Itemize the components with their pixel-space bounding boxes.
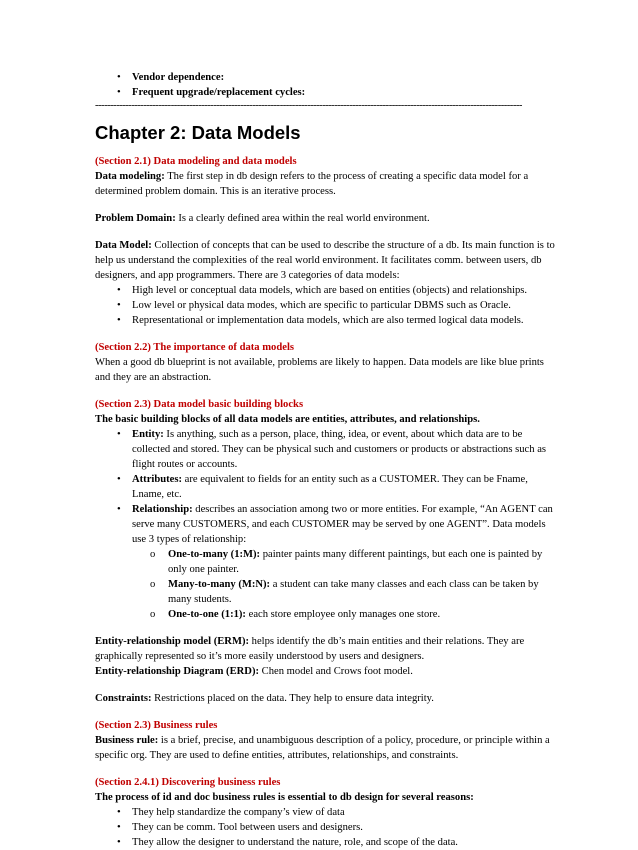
list-item: • High level or conceptual data models, which are based on entities (objects) and relationships.: [117, 285, 528, 296]
bullet-icon: •: [117, 87, 121, 98]
bullet-icon: •: [117, 474, 121, 485]
section-heading: (Section 2.2) The importance of data models: [95, 342, 295, 353]
section-divider: ---------------------------------------------------------------------------------------------------------------------------------------------: [95, 100, 522, 111]
list-item: o One-to-one (1:1): each store employee only manages one store.: [150, 609, 441, 620]
bullet-icon: •: [117, 807, 121, 818]
list-item: • Representational or implementation data models, which are also termed logical data models.: [117, 315, 524, 326]
bullet-icon: •: [117, 315, 121, 326]
paragraph: Data modeling: The first step in db design refers to the process of creating a specific data model for a determined problem domain. This is an iterative process.: [95, 171, 529, 197]
paragraph: Entity-relationship model (ERM): helps identify the db’s main entities and their relations. They are graphically represented so it’s more easily understood by users and designers.: [95, 636, 525, 662]
bullet-icon: •: [117, 300, 121, 311]
list-item: • Relationship: describes an association among two or more entities. For example, “An AGENT can serve many CUSTOMERS, and each CUSTOMER may be served by one AGENT”. Data models use 3 types of relationship: o One-to-many (1:M): painter paints many different paintings, but each one is painted by only one painter. o Many-to-many (M:N): a student can take many classes and each class can be taken by many students. o One-to-one (1:1): each store employee only manages one store.: [95, 502, 555, 622]
paragraph: Entity-relationship Diagram (ERD): Chen model and Crows foot model.: [95, 666, 413, 677]
top-bullet-list: [95, 70, 555, 100]
list-item: • Entity: Is anything, such as a person, place, thing, idea, or event, about which data are to be collected and stored. They can be physical such and customers or products or abstractions such as flight routes or accounts.: [117, 429, 547, 470]
bullet-icon: •: [117, 429, 121, 440]
section-heading: (Section 2.3) Data model basic building blocks: [95, 399, 304, 410]
list-item: • Low level or physical data modes, which are specific to particular DBMS such as Oracle.: [117, 300, 511, 311]
paragraph: Business rule: is a brief, precise, and unambiguous description of a policy, procedure, or principle within a specific org. They are used to define entities, attributes, relationships, and constraints.: [95, 735, 550, 761]
paragraph: The basic building blocks of all data models are entities, attributes, and relationships.: [95, 414, 480, 425]
bullet-icon: •: [117, 822, 121, 833]
bullet-list: [95, 283, 555, 328]
bullet-list: [95, 805, 555, 850]
paragraph: Problem Domain: Is a clearly defined area within the real world environment.: [95, 213, 430, 224]
sub-bullet-icon: o: [150, 579, 156, 590]
list-item: o Many-to-many (M:N): a student can take many classes and each class can be taken by many students.: [150, 579, 539, 605]
paragraph: The process of id and doc business rules is essential to db design for several reasons:: [95, 792, 474, 803]
list-item: • They can be comm. Tool between users and designers.: [117, 822, 363, 833]
sub-bullet-icon: o: [150, 549, 156, 560]
list-item: • Frequent upgrade/replacement cycles:: [117, 87, 306, 98]
section-heading: (Section 2.3) Business rules: [95, 720, 218, 731]
section-heading: (Section 2.4.1) Discovering business rules: [95, 777, 281, 788]
list-item: • They help standardize the company’s view of data: [117, 807, 345, 818]
sub-bullet-icon: o: [150, 609, 156, 620]
bullet-list: [95, 427, 555, 622]
bullet-icon: •: [117, 504, 121, 515]
section-heading: (Section 2.1) Data modeling and data models: [95, 156, 297, 167]
paragraph: Data Model: Collection of concepts that can be used to describe the structure of a db. Its main function is to help us understand the complexities of the real world environment. It facilitates comm. between users, db designers, and app programmers. There are 3 categories of data models:: [95, 240, 555, 281]
bullet-icon: •: [117, 72, 121, 83]
sub-bullet-list: [132, 547, 555, 622]
paragraph: When a good db blueprint is not available, problems are likely to happen. Data models are like blue prints and they are an abstraction.: [95, 357, 544, 383]
list-item: • They allow the designer to understand the nature, role, and scope of the data.: [117, 837, 458, 848]
paragraph: Constraints: Restrictions placed on the data. They help to ensure data integrity.: [95, 693, 434, 704]
document-content: [95, 70, 555, 850]
bullet-icon: •: [117, 837, 121, 848]
list-item: • Vendor dependence:: [117, 72, 225, 83]
list-item: o One-to-many (1:M): painter paints many different paintings, but each one is painted by only one painter.: [150, 549, 543, 575]
chapter-title: Chapter 2: Data Models: [95, 122, 301, 143]
list-item: • Attributes: are equivalent to fields for an entity such as a CUSTOMER. They can be Fname, Lname, etc.: [117, 474, 528, 500]
bullet-icon: •: [117, 285, 121, 296]
